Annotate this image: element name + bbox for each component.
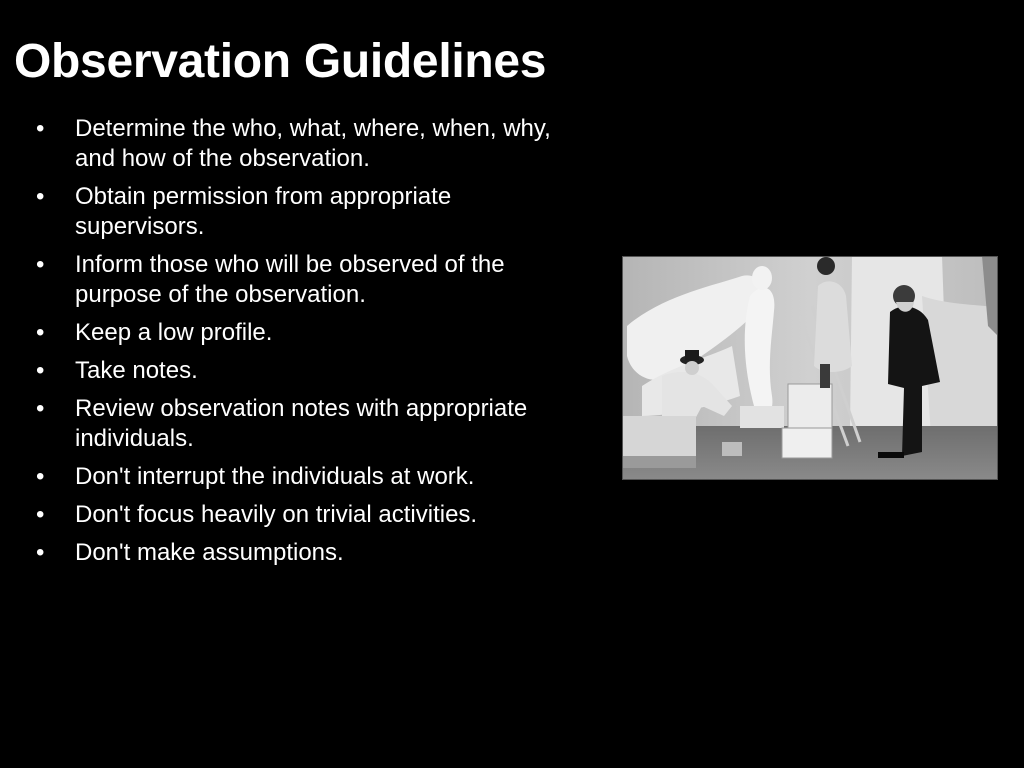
bullet-icon: • [36,357,45,384]
bullet-item [36,462,558,492]
bullet-text: Don't interrupt the individuals at work. [75,463,475,490]
bullet-text: Determine the who, what, where, when, why, and how of the observation. [75,115,551,172]
bullet-list [36,114,558,576]
bullet-item [36,114,558,174]
bullet-icon: • [36,319,45,346]
bullet-item [36,250,558,310]
bullet-text: Review observation notes with appropriate individuals. [75,395,528,452]
photo-image [622,256,998,480]
bullet-text: Take notes. [75,357,198,384]
bullet-text: Don't focus heavily on trivial activities. [75,501,478,528]
bullet-text: Inform those who will be observed of the purpose of the observation. [75,251,505,308]
bullet-icon: • [36,539,45,566]
photo-sculptors-at-work [622,256,998,480]
slide-title: Observation Guidelines [14,35,547,88]
bullet-icon: • [36,115,45,142]
bullet-icon: • [36,395,45,422]
bullet-icon: • [36,463,45,490]
bullet-item [36,356,558,386]
bullet-text: Keep a low profile. [75,319,273,346]
bullet-icon: • [36,501,45,528]
bullet-icon: • [36,183,45,210]
bullet-text: Obtain permission from appropriate supervisors. [75,183,452,240]
bullet-item [36,500,558,530]
bullet-item [36,538,558,568]
bullet-item [36,394,558,454]
bullet-text: Don't make assumptions. [75,539,344,566]
bullet-item [36,182,558,242]
bullet-item [36,318,558,348]
bullet-icon: • [36,251,45,278]
